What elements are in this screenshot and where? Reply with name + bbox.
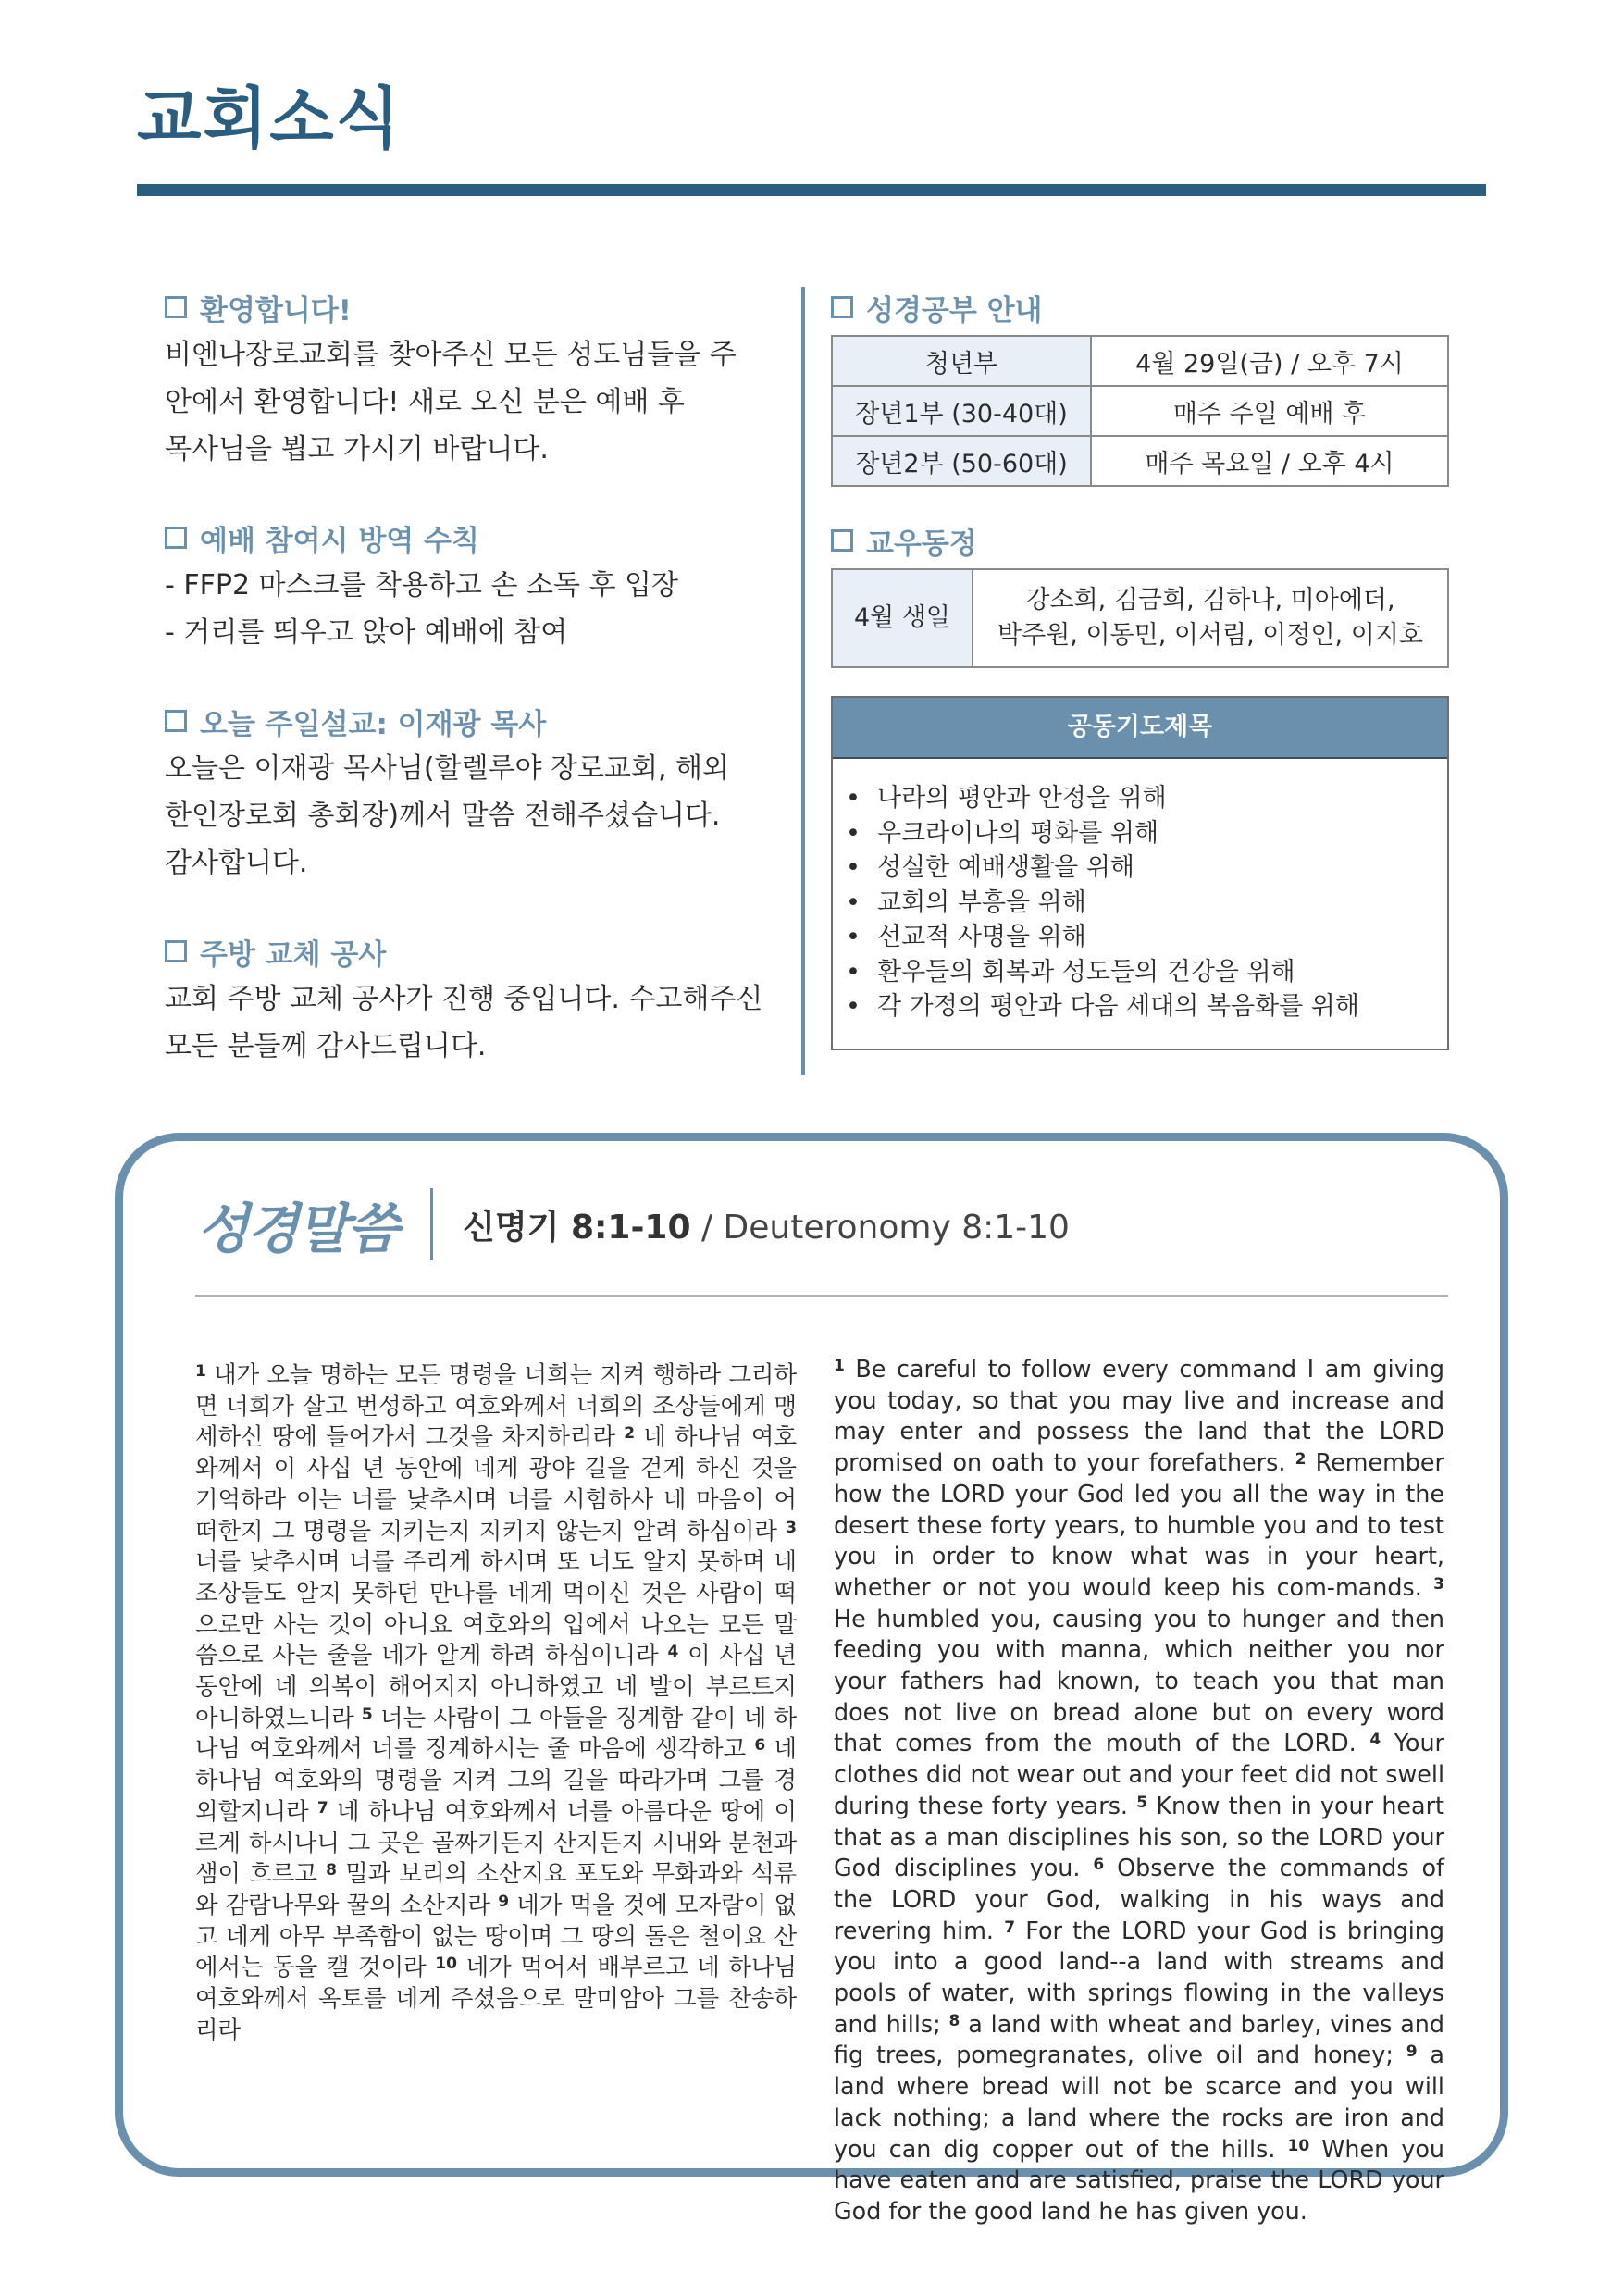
verse-number: 6 <box>1093 1855 1105 1875</box>
bullet-icon: • <box>846 957 861 987</box>
birthday-names-cell <box>973 569 1448 667</box>
announcements-column <box>165 287 785 1114</box>
verse-text: 내가 오늘 명하는 모든 명령을 너희는 지켜 행하라 그리하면 너희가 살고 번성하고 여호와께서 너희의 조상들에게 맹세하신 땅에 들어가서 그것을 차지하리라 <box>195 1360 797 1451</box>
birthday-label-cell: 4월 생일 <box>832 569 973 667</box>
english-scripture-text <box>834 1354 1444 2228</box>
verse-number: 8 <box>326 1861 337 1880</box>
korean-scripture-text <box>195 1359 797 2045</box>
body-line: - 거리를 띄우고 앉아 예배에 참여 <box>165 616 568 649</box>
verse-text: Remember how the LORD your God led you all the way in the desert these forty years, to humble you and to test you in order to know what was in your heart, whether or not you would keep his com-mands. <box>834 1448 1444 1601</box>
section-heading: 예배 참여시 방역 수칙 <box>200 524 479 558</box>
group-cell: 청년부 <box>832 336 1091 386</box>
verse-number: 1 <box>834 1357 845 1375</box>
checkbox-square-icon <box>831 529 853 552</box>
verse-text: 밀과 보리의 소산지요 포도와 무화과와 석류와 감람나무와 꿀의 소산지라 <box>195 1859 798 1918</box>
bullet-icon: • <box>846 923 861 951</box>
section-welcome <box>165 287 785 473</box>
verse-text: Your clothes did not wear out and your feet did not swell during these forty years. <box>834 1729 1444 1819</box>
table-row <box>832 569 1448 667</box>
verse-number: 3 <box>1433 1574 1444 1594</box>
scripture-label: 성경말씀 <box>197 1198 398 1260</box>
verse-text: a land with wheat and barley, vines and fig trees, pomegranates, olive oil and honey; <box>834 2009 1445 2069</box>
verse-text: 너는 사람이 그 아들을 징계함 같이 네 하나님 여호와께서 너를 징계하시는 줄 마음에 생각하고 <box>195 1703 797 1763</box>
verse-text: a land where bread will not be scarce and you will lack nothing; a land where the rocks are iron and you can dig copper out of the hills. <box>834 2041 1444 2163</box>
body-line: 감사합니다. <box>165 847 308 879</box>
verse-number: 10 <box>1287 2136 1310 2155</box>
section-safety-rules <box>165 517 785 656</box>
group-cell: 장년2부 (50-60대) <box>832 436 1091 486</box>
verse-text: He humbled you, causing you to hunger and then feeding you with manna, which neither you nor your fathers had known, to teach you that man does not live on bread alone but on every word that comes from the mouth of the LORD. <box>834 1604 1444 1757</box>
list-item: • 선교적 사명을 위해 <box>846 920 1432 955</box>
scripture-header <box>197 1185 1070 1263</box>
info-column <box>831 287 1449 1050</box>
schedule-cell: 매주 주일 예배 후 <box>1091 386 1448 436</box>
bullet-icon: • <box>846 818 861 848</box>
verse-text: Know then in your heart that as a man disciplines his son, so the LORD your God disciplines you. <box>834 1791 1444 1882</box>
schedule-cell: 4월 29일(금) / 오후 7시 <box>1091 336 1448 386</box>
checkbox-square-icon <box>831 296 853 318</box>
verse-number: 2 <box>1295 1450 1307 1470</box>
schedule-cell: 매주 목요일 / 오후 4시 <box>1091 436 1448 486</box>
prayer-box <box>831 696 1449 1050</box>
section-heading: 성경공부 안내 <box>866 293 1043 328</box>
bible-study-table <box>831 335 1449 487</box>
verse-number: 7 <box>1004 1917 1016 1937</box>
bullet-icon: • <box>846 992 861 1021</box>
birthday-table <box>831 568 1449 668</box>
verse-number: 8 <box>948 2011 960 2030</box>
body-line: 교회 주방 교체 공사가 진행 중입니다. 수고해주신 <box>165 983 763 1015</box>
list-item: • 환우들의 회복과 성도들의 건강을 위해 <box>846 955 1432 990</box>
body-line: 오늘은 이재광 목사님(할렐루야 장로교회, 해외 <box>165 752 730 785</box>
body-line: 목사님을 뵙고 가시기 바랍니다. <box>165 433 549 465</box>
list-item: • 성실한 예배생활을 위해 <box>846 850 1432 886</box>
verse-number: 1 <box>195 1362 206 1381</box>
list-item: • 우크라이나의 평화를 위해 <box>846 816 1432 851</box>
verse-text: 네 하나님 여호와의 명령을 지켜 그의 길을 따라가며 그를 경외할지니라 <box>195 1734 797 1825</box>
body-line: 안에서 환영합니다! 새로 오신 분은 예배 후 <box>165 386 685 418</box>
bullet-icon: • <box>846 887 861 917</box>
verse-text: Observe the commands of the LORD your God, walking in his ways and revering him. <box>834 1854 1444 1944</box>
checkbox-square-icon <box>165 296 187 318</box>
section-bible-study <box>831 287 1449 487</box>
names-line: 박주원, 이동민, 이서림, 이정인, 이지호 <box>997 621 1423 650</box>
verse-text: When you have eaten and are satisfied, praise the LORD your God for the good land he has given you. <box>834 2134 1444 2225</box>
section-members <box>831 520 1449 668</box>
verse-text: For the LORD your God is bringing you into a good land--a land with streams and pools of water, with springs flowing in the valleys and hills; <box>834 1916 1444 2038</box>
body-line: - FFP2 마스크를 착용하고 손 소독 후 입장 <box>165 569 678 602</box>
section-heading: 교우동정 <box>866 527 977 561</box>
table-row <box>832 436 1448 486</box>
verse-text: 네가 먹을 것에 모자람이 없고 네게 아무 부족함이 없는 땅이며 그 땅의 돌은 철이요 산에서는 동을 캘 것이라 <box>195 1890 797 1981</box>
group-cell: 장년1부 (30-40대) <box>832 386 1091 436</box>
bullet-icon: • <box>846 853 861 882</box>
table-row <box>832 336 1448 386</box>
section-heading: 오늘 주일설교: 이재광 목사 <box>200 707 547 741</box>
prayer-list <box>833 759 1447 1049</box>
verse-number: 9 <box>498 1892 510 1911</box>
column-divider <box>801 287 805 1075</box>
verse-number: 9 <box>1406 2042 1418 2062</box>
names-line: 강소희, 김금희, 김하나, 미아에더, <box>1025 586 1395 614</box>
body-line: 비엔나장로교회를 찾아주신 모든 성도님들을 주 <box>165 339 737 371</box>
verse-text: 네 하나님 여호와께서 이 사십 년 동안에 네게 광야 길을 걷게 하신 것을 기억하라 이는 너를 낮추시며 너를 시험하사 네 마음이 어떠한지 그 명령을 지키는지 지키지 않는지 알려 하심이라 <box>195 1422 797 1545</box>
page-title: 교회소식 <box>137 80 403 157</box>
verse-number: 5 <box>361 1705 373 1724</box>
verse-text: 너를 낮추시며 너를 주리게 하시며 또 너도 알지 못하며 네 조상들도 알지 못하던 만나를 네게 먹이신 것은 사람이 떡으로만 사는 것이 아니요 여호와의 입에서 나오는 모든 말씀으로 사는 줄을 네가 알게 하려 하심이니라 <box>195 1547 797 1669</box>
section-heading: 환영합니다! <box>200 293 352 328</box>
section-kitchen <box>165 931 785 1070</box>
verse-number: 4 <box>667 1643 679 1662</box>
checkbox-square-icon <box>165 527 187 549</box>
verse-text: Be careful to follow every command I am giving you today, so that you may live and increase and may enter and possess the land that the LORD promised on oath to your forefathers. <box>834 1355 1444 1477</box>
scripture-box <box>115 1133 1508 2225</box>
header-separator <box>430 1188 433 1260</box>
body-line: 모든 분들께 감사드립니다. <box>165 1030 487 1062</box>
verse-number: 6 <box>754 1736 766 1756</box>
verse-number: 7 <box>316 1798 328 1818</box>
section-sermon <box>165 701 785 887</box>
scripture-rule <box>195 1295 1448 1297</box>
verse-number: 3 <box>786 1518 797 1537</box>
checkbox-square-icon <box>165 710 187 732</box>
list-item: • 교회의 부흥을 위해 <box>846 886 1432 921</box>
scripture-reference: 신명기 8:1-10 / Deuteronomy 8:1-10 <box>463 1208 1070 1247</box>
list-item: • 나라의 평안과 안정을 위해 <box>846 781 1432 816</box>
verse-number: 5 <box>1136 1793 1148 1812</box>
verse-text: 네가 먹어서 배부르고 네 하나님 여호와께서 옥토를 네게 주셨음으로 말미암아 그를 찬송하리라 <box>195 1953 798 2043</box>
table-row <box>832 386 1448 436</box>
verse-number: 4 <box>1369 1731 1381 1750</box>
verse-number: 10 <box>435 1955 457 1974</box>
verse-number: 2 <box>624 1424 636 1444</box>
section-heading: 주방 교체 공사 <box>200 937 387 972</box>
body-line: 한인장로회 총회장)께서 말씀 전해주셨습니다. <box>165 800 721 832</box>
checkbox-square-icon <box>165 940 187 962</box>
bullet-icon: • <box>846 784 861 813</box>
verse-text: 네 하나님 여호와께서 너를 아름다운 땅에 이르게 하시나니 그 곳은 골짜기든지 산지든지 시내와 분천과 샘이 흐르고 <box>195 1796 797 1888</box>
verse-text: 이 사십 년 동안에 네 의복이 해어지지 아니하였고 네 발이 부르트지 아니하였느니라 <box>195 1641 797 1731</box>
title-rule <box>137 184 1486 196</box>
prayer-heading: 공동기도제목 <box>833 698 1447 759</box>
list-item: • 각 가정의 평안과 다음 세대의 복음화를 위해 <box>846 989 1432 1024</box>
